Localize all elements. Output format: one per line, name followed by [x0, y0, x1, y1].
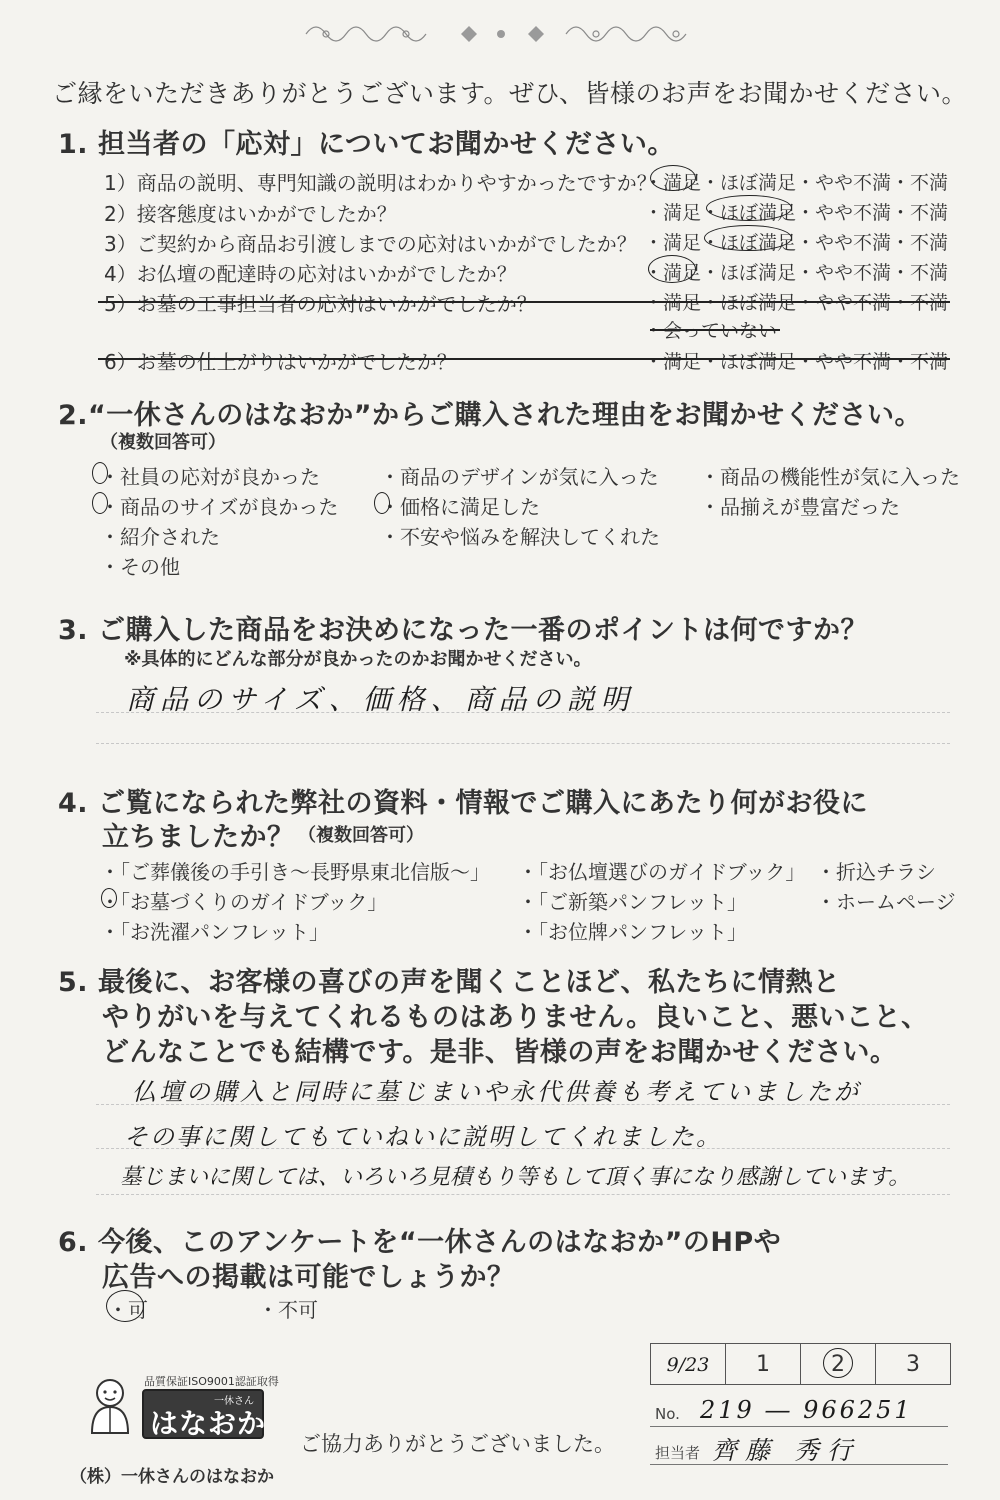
q1-item-6: 6）お墓の仕上がりはいかがでしたか？ — [104, 350, 457, 374]
score-value: 1 — [756, 1351, 770, 1377]
intro-text: ご縁をいただきありがとうございます。ぜひ、皆様のお声をお聞かせください。 — [52, 79, 968, 108]
q2-option[interactable]: ・商品のデザインが気に入った — [380, 465, 659, 489]
q5-title-line3: どんなことでも結構です。是非、皆様の声をお聞かせください。 — [102, 1037, 898, 1068]
q2-option[interactable]: ・不安や悩みを解決してくれた — [380, 525, 660, 549]
logo-small-text: 一休さん — [214, 1396, 254, 1407]
q1-item-4: 4）お仏壇の配達時の応対はいかがでしたか？ — [104, 262, 517, 286]
q1-rating-2[interactable]: ・満足・ほぼ満足・やや不満・不満 — [644, 202, 949, 224]
logo-big-text: はなおか — [150, 1407, 267, 1440]
q1-title: 1. 担当者の「応対」についてお聞かせください。 — [58, 129, 675, 160]
cert-text: 品質保証ISO9001認証取得 — [144, 1375, 279, 1388]
q2-option[interactable]: ・社員の応対が良かった — [100, 465, 320, 489]
q4-title-line2: 立ちましたか？ — [102, 822, 295, 853]
answer-circle — [706, 195, 792, 221]
score-box — [650, 1343, 951, 1385]
answer-circle — [101, 888, 117, 908]
q6-option-yes[interactable]: ・可 — [108, 1298, 148, 1322]
q5-answer-line: 墓じまいに関しては、いろいろ見積もり等もして頂く事になり感謝しています。 — [120, 1165, 911, 1190]
q4-option[interactable]: ・「ご新築パンフレット」 — [518, 890, 747, 914]
logo-badge — [142, 1389, 267, 1440]
q2-option[interactable]: ・商品のサイズが良かった — [100, 495, 339, 519]
q1-item-2: 2）接客態度はいかがでしたか？ — [104, 202, 397, 226]
q2-option[interactable]: ・紹介された — [100, 525, 220, 549]
ornament — [296, 12, 706, 52]
q3-note: ※具体的にどんな部分が良かったのかお聞かせください。 — [124, 649, 592, 670]
q1-rating-3[interactable]: ・満足・ほぼ満足・やや不満・不満 — [644, 232, 949, 254]
q5-title-line2: やりがいを与えてくれるものはありません。良いこと、悪いこと、 — [102, 1002, 929, 1033]
q1-rating-5[interactable]: ・満足・ほぼ満足・やや不満・不満 — [644, 292, 949, 314]
strike-line — [98, 358, 950, 360]
q1-item-5: 5）お墓の工事担当者の応対はいかがでしたか？ — [104, 292, 537, 316]
date-cell — [651, 1344, 726, 1385]
q5-answer-line: 仏壇の購入と同時に墓じまいや永代供養も考えていましたが — [132, 1078, 861, 1106]
staff-label: 担当者 — [655, 1444, 701, 1462]
q1-rating-1[interactable]: ・満足・ほぼ満足・やや不満・不満 — [644, 172, 949, 194]
answer-line — [96, 1148, 950, 1149]
no-value: 219 ― 966251 — [700, 1396, 913, 1424]
answer-circle — [374, 492, 390, 514]
answer-circle — [648, 255, 696, 283]
answer-line — [96, 1104, 950, 1105]
q2-option[interactable]: ・価格に満足した — [380, 495, 540, 519]
q4-option[interactable]: ・「お墓づくりのガイドブック」 — [100, 890, 388, 914]
q1-rating-6[interactable]: ・満足・ほぼ満足・やや不満・不満 — [644, 351, 949, 373]
answer-circle — [92, 462, 108, 484]
q4-title-line1: 4. ご覧になられた弊社の資料・情報でご購入にあたり何がお役に — [58, 788, 868, 819]
q2-note: （複数回答可） — [100, 432, 226, 453]
answer-circle — [92, 492, 108, 514]
q1-item-1: 1）商品の説明、専門知識の説明はわかりやすかったですか？ — [104, 171, 657, 195]
q3-title: 3. ご購入した商品をお決めになった一番のポイントは何ですか？ — [58, 615, 868, 646]
answer-line — [96, 743, 950, 744]
q1-extra-option[interactable]: ・会っていない — [644, 320, 778, 342]
q3-answer: 商品のサイズ、価格、商品の説明 — [126, 683, 635, 716]
q2-option[interactable]: ・商品の機能性が気に入った — [700, 465, 960, 489]
strike-line — [98, 301, 950, 303]
answer-circle — [650, 165, 696, 191]
q2-title: 2.“一休さんのはなおか”からご購入された理由をお聞かせください。 — [58, 400, 923, 431]
answer-line — [96, 712, 950, 713]
score-value: 2 — [831, 1351, 845, 1377]
no-underline — [650, 1426, 948, 1427]
score-cell-3[interactable] — [876, 1344, 951, 1385]
q4-note: （複数回答可） — [298, 825, 424, 846]
date-value: 9/23 — [666, 1353, 710, 1376]
staff-value: 齊藤 秀行 — [712, 1436, 860, 1465]
answer-line — [96, 1194, 950, 1195]
q4-option[interactable]: ・「お洗濯パンフレット」 — [100, 920, 329, 944]
q6-option-no[interactable]: ・不可 — [258, 1298, 318, 1322]
q5-answer-line: その事に関してもていねいに説明してくれました。 — [124, 1123, 722, 1151]
q2-option[interactable]: ・品揃えが豊富だった — [700, 495, 900, 519]
q5-title-line1: 5. 最後に、お客様の喜びの声を聞くことほど、私たちに情熱と — [58, 967, 841, 998]
q6-title-line1: 6. 今後、このアンケートを“一休さんのはなおか”のHPや — [58, 1227, 782, 1258]
q4-option[interactable]: ・ホームページ — [816, 890, 956, 914]
strike-line — [650, 329, 780, 331]
q1-rating-4[interactable]: ・満足・ほぼ満足・やや不満・不満 — [644, 262, 949, 284]
q2-option[interactable]: ・その他 — [100, 555, 180, 579]
score-cell-2[interactable] — [801, 1344, 876, 1385]
thanks-text: ご協力ありがとうございました。 — [300, 1432, 615, 1456]
score-cell-1[interactable] — [726, 1344, 801, 1385]
q4-option[interactable]: ・「お仏壇選びのガイドブック」 — [518, 860, 806, 884]
q4-option[interactable]: ・「ご葬儀後の手引き～長野県東北信版～」 — [100, 860, 490, 884]
answer-circle — [823, 1348, 853, 1378]
company-name: （株）一休さんのはなおか — [70, 1467, 274, 1487]
answer-circle — [106, 1290, 144, 1322]
q4-option[interactable]: ・折込チラシ — [816, 860, 936, 884]
staff-underline — [650, 1464, 948, 1465]
score-value: 3 — [906, 1351, 920, 1377]
no-label: No. — [655, 1405, 680, 1423]
q1-item-3: 3）ご契約から商品お引渡しまでの応対はいかがでしたか？ — [104, 232, 637, 256]
company-logo — [82, 1373, 279, 1457]
monk-icon — [82, 1375, 138, 1435]
q6-title-line2: 広告への掲載は可能でしょうか？ — [102, 1262, 515, 1293]
q4-option[interactable]: ・「お位牌パンフレット」 — [518, 920, 747, 944]
answer-circle — [704, 225, 792, 251]
